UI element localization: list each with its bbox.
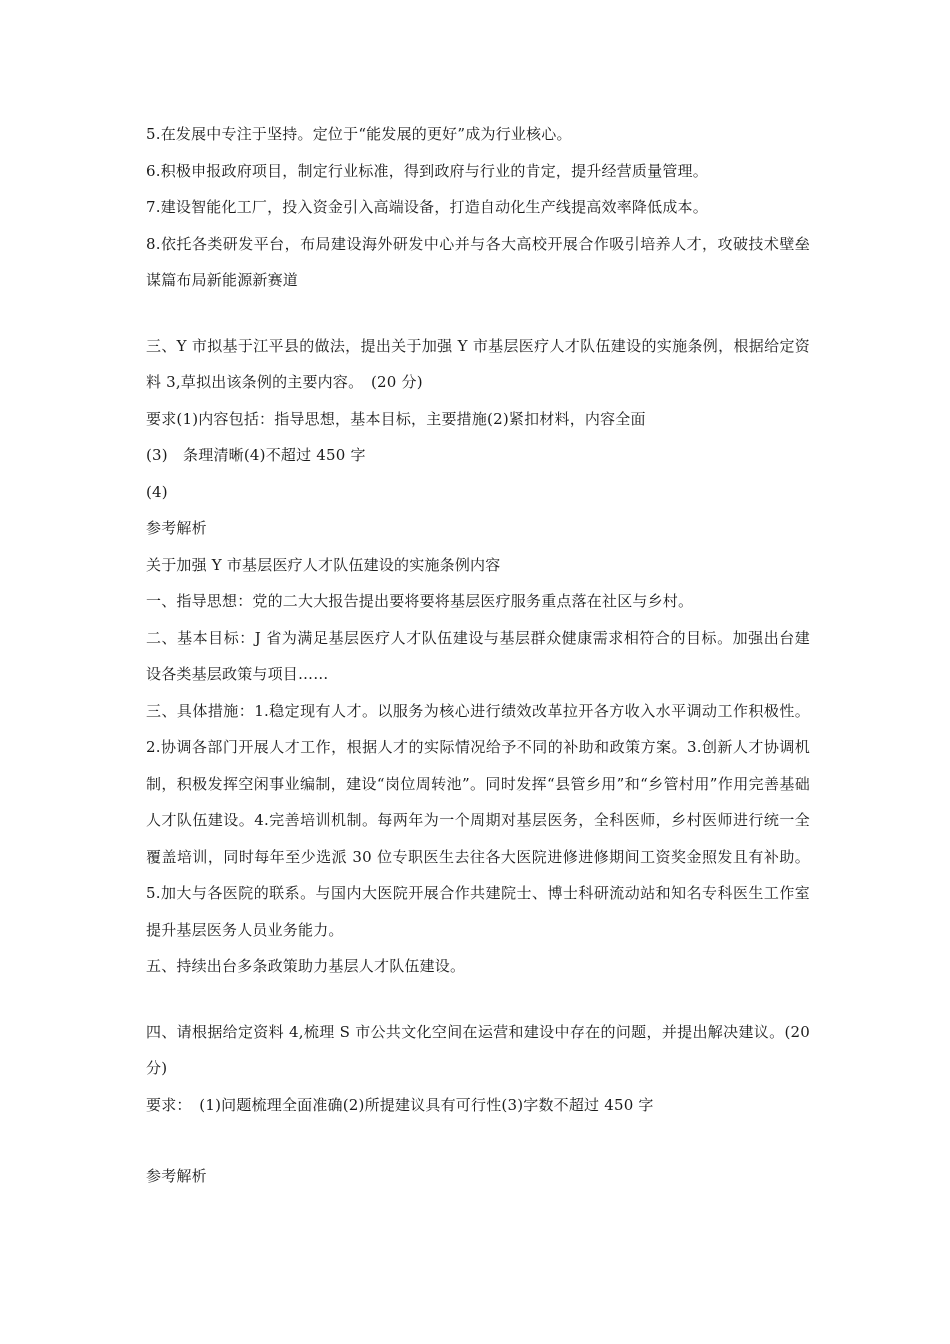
answer-paragraph: 三、具体措施：1.稳定现有人才。以服务为核心进行绩效改革拉开各方收入水平调动工作积极性。2.协调各部门开展人才工作，根据人才的实际情况给予不同的补助和政策方案。3.创新人才协调机制，积极发挥空闲事业编制，建设“岗位周转池”。同时发挥“县管乡用”和“乡管村用”作用完善基础人才队伍建设。4.完善培训机制。每两年为一个周期对基层医务，全科医师，乡村医师进行统一全覆盖培训，同时每年至少选派 30 位专职医生去往各大医院进修进修期间工资奖金照发且有补助。5.加大与各医院的联系。与国内大医院开展合作共建院士、博士科研流动站和知名专科医生工作室提升基层医务人员业务能力。	[146, 701, 810, 939]
question-requirements-cont: (3) 条理清晰(4)不超过 450 字	[146, 446, 366, 464]
list-item: 6.积极申报政府项目，制定行业标准，得到政府与行业的肯定，提升经营质量管理。	[146, 161, 708, 180]
question-requirements-cont: (4)	[146, 482, 168, 501]
list-item: 8.依托各类研发平台，布局建设海外研发中心并与各大高校开展合作吸引培养人才，攻破技术壁垒谋篇布局新能源新赛道	[146, 234, 810, 289]
question-requirements: 要求： (1)问题梳理全面准确(2)所提建议具有可行性(3)字数不超过 450 字	[146, 1095, 654, 1114]
list-item: 7.建设智能化工厂，投入资金引入高端设备，打造自动化生产线提高效率降低成本。	[146, 198, 708, 216]
section-gap	[146, 985, 810, 1014]
answer-paragraph: 五、持续出台多条政策助力基层人才队伍建设。	[146, 957, 466, 975]
list-item: 5.在发展中专注于坚持。定位于“能发展的更好”成为行业核心。	[146, 125, 572, 143]
question-requirements: 要求(1)内容包括：指导思想，基本目标，主要措施(2)紧扣材料，内容全面	[146, 409, 646, 428]
answer-paragraph: 一、指导思想：党的二大大报告提出要将要将基层医疗服务重点落在社区与乡村。	[146, 592, 694, 610]
section-gap	[146, 1123, 810, 1158]
question-four: 四、请根据给定资料 4,梳理 S 市公共文化空间在运营和建设中存在的问题，并提出解决建议。(20 分)	[146, 1022, 810, 1077]
section-gap	[146, 299, 810, 328]
answer-heading: 参考解析	[146, 1167, 207, 1185]
answer-heading: 参考解析	[146, 519, 207, 537]
answer-paragraph: 二、基本目标：J 省为满足基层医疗人才队伍建设与基层群众健康需求相符合的目标。加强出台建设各类基层政策与项目……	[146, 628, 810, 683]
document-page	[146, 116, 810, 1195]
answer-title: 关于加强 Y 市基层医疗人才队伍建设的实施条例内容	[146, 555, 501, 574]
question-three: 三、Y 市拟基于江平县的做法，提出关于加强 Y 市基层医疗人才队伍建设的实施条例，根据给定资料 3,草拟出该条例的主要内容。 (20 分)	[146, 336, 810, 391]
